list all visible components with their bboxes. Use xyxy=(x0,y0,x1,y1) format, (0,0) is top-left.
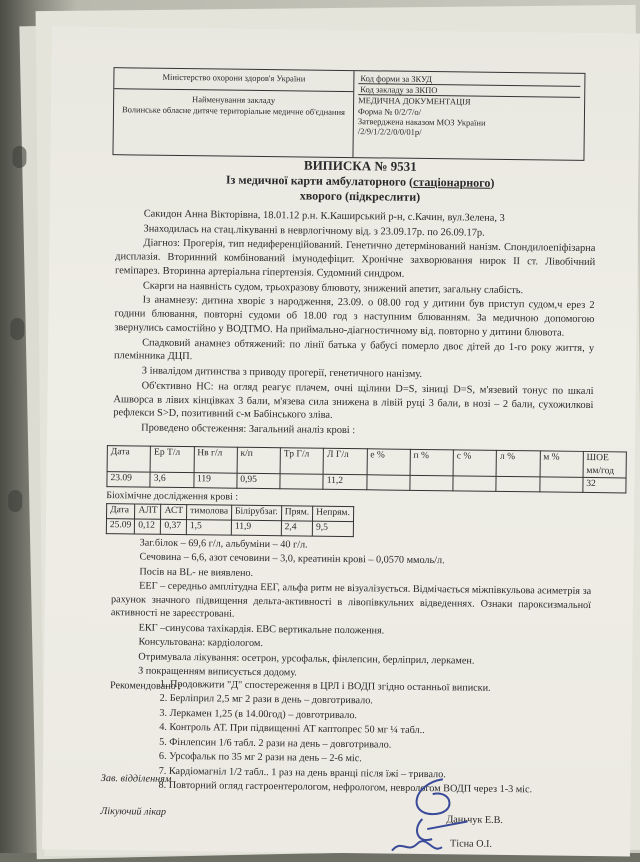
punch-holes xyxy=(6,146,42,662)
head-label: Зав. відділенням xyxy=(100,773,172,785)
punch-hole xyxy=(10,318,24,340)
discharge-body xyxy=(113,207,596,442)
form-header xyxy=(112,67,585,161)
form-code: Код форми за ЗКУД xyxy=(358,73,580,87)
complaints: Скарги на наявність судом, трьохразову блювоту, знижений апетит, загальну слабість. xyxy=(142,280,524,296)
biochem-label: Біохімічне дослідження крові : xyxy=(106,490,239,503)
document-page xyxy=(42,26,640,856)
header-left xyxy=(113,68,354,157)
table-cell: 0,37 xyxy=(161,519,187,534)
med-doc-label: МЕДИЧНА ДОКУМЕНТАЦІЯ xyxy=(358,95,471,107)
urea-line: Сечовина – 6,6, азот сечовини – 3,0, креатинін крові – 0,0570 ммоль/л. xyxy=(139,551,445,567)
table-header-cell: Дата xyxy=(107,446,151,473)
form-number: Форма № 0/2/7/о/ xyxy=(357,105,422,117)
table-cell xyxy=(453,476,496,492)
table-header-cell: Тр Г/л xyxy=(280,448,324,475)
treatment-line: Отримувала лікування: осетрон, урсофальк, фінлепсин, берліприл, леркамен. xyxy=(138,651,475,667)
bl-line: Посів на BL- не виявлено. xyxy=(139,566,254,579)
title-part: Із медичної карти амбулаторного ( xyxy=(225,172,414,190)
table-cell xyxy=(539,477,582,493)
consult-line: Консультована: кардіологом. xyxy=(138,636,263,650)
list-item: 2. Берліприл 2,5 мг 2 рази в день – довготривало. xyxy=(170,692,592,711)
table-cell xyxy=(410,475,453,491)
title-line-3: хворого (підкреслити) xyxy=(299,188,421,205)
list-item: 5. Фінлепсин 1/6 табл. 2 рази на день – довготривало. xyxy=(169,736,591,755)
discharge-line: З покращенням виписується додому. xyxy=(138,665,297,679)
table-cell: 25.09 xyxy=(106,519,135,534)
table-header-cell: к/п xyxy=(237,447,281,474)
table-cell: 23.09 xyxy=(107,472,150,488)
table-header-cell: с % xyxy=(453,450,497,477)
table-cell: 0,95 xyxy=(237,473,280,489)
table-row xyxy=(106,519,353,537)
punch-hole xyxy=(8,490,22,512)
title-part: ) xyxy=(490,176,495,191)
patient-line: Сакидон Анна Вікторівна, 18.01.12 р.н. К.Каширський р-н, с.Качин, вул.Зелена, 3 xyxy=(143,208,505,224)
exam-results xyxy=(110,536,592,699)
table-header-cell: Прям. xyxy=(281,506,313,521)
ecg-line: ЕКГ –синусова тахікардія. ЕВС вертикальне положення. xyxy=(138,622,385,637)
approved-label: Затверджена наказом МОЗ України xyxy=(357,115,486,128)
institution-label: Найменування закладу xyxy=(192,94,276,106)
cbc-table xyxy=(106,445,626,493)
table-cell: 2,4 xyxy=(281,521,313,536)
table-cell: 3,6 xyxy=(150,472,193,488)
stay-line: Знаходилась на стац.лікуванні в неврлогічному від. з 23.09.17р. по 26.09.17р. xyxy=(143,223,485,239)
table-cell xyxy=(280,474,323,490)
table-header-cell: е % xyxy=(367,449,411,476)
diagnosis: Діагноз: Прогерія, тип недиференційований. Генетично детермінований нанізм. Спондилоепіфізарна дисплазія. Вторинний комбінований імунодефіцит. Хронічне захворювання нирок ІІ ст. Лівобічний геміпарез. Вторинна артеріальна гіпертензія. Судомний синдром. xyxy=(114,238,596,280)
table-cell xyxy=(496,476,539,492)
list-item: 7. Кардіомагніл 1/2 табл.. 1 раз на день вранці після їжі – тривало. xyxy=(169,765,591,784)
table-header-cell: ШОЕ мм/год xyxy=(583,451,627,478)
doctor-name: Тісна О.І. xyxy=(449,838,493,850)
list-item: 1. Продовжити "Д" спостереження в ЦРЛ і ВОДП згідно останньої виписки. xyxy=(170,678,592,697)
protein-line: Заг.білок – 69,6 г/л, альбуміни – 40 г/л. xyxy=(139,537,308,551)
ministry-name: Міністерство охорони здоров'я України xyxy=(114,68,353,92)
list-item: 8. Повторний огляд гастроентерологом, нефрологом, неврологом ВОДП через 1-3 міс. xyxy=(169,779,591,798)
neuro-status: Об'єктивно НС: на огляд реагує плачем, очні щілини D=S, зіниці D=S, м'язевий тонус по шкалі Ашворса в лівих кінцівках 3 бали, м'язева сила знижена в лівій руці 3 бали, в нозі – 2 бали, сухожилкові рефлекси S>D, позитивний с-м Бабінського зліва. xyxy=(113,380,594,422)
doctor-label: Лікуючий лікар xyxy=(100,806,167,818)
table-cell: 9,5 xyxy=(312,521,353,536)
title-line-1: ВИПИСКА № 9531 xyxy=(303,157,417,174)
table-header-cell: м % xyxy=(540,451,584,478)
disability: З інвалідом дитинства з приводу прогерії, генетичного нанізму. xyxy=(141,365,423,381)
table-header-cell: л % xyxy=(496,450,540,477)
table-header-cell: Нв г/л xyxy=(194,447,238,474)
table-header-cell: Дата xyxy=(107,504,136,519)
list-item: 3. Леркамен 1,25 (в 14.00год) – довготривало. xyxy=(170,707,592,726)
list-item: 4. Контроль АТ. При підвищенні АТ каптопрес 50 мг ¼ табл.. xyxy=(169,721,591,740)
table-cell: 1,5 xyxy=(186,520,231,536)
table-header-cell: Білірубзаг. xyxy=(231,505,281,521)
table-header-cell: Л Г/л xyxy=(323,448,367,475)
exams-label: Проведено обстеження: Загальний аналіз крові : xyxy=(141,422,356,437)
recommendations xyxy=(151,678,592,799)
table-cell xyxy=(366,475,409,491)
recommended-label: Рекомендовано : xyxy=(109,679,182,692)
table-header-cell: Ер Т/л xyxy=(150,446,194,473)
table-header-cell: АЛТ xyxy=(135,504,161,519)
table-header-cell: тимолова xyxy=(187,505,232,521)
table-cell: 32 xyxy=(583,477,626,493)
approved-number: /2/9/1/2/2/0/0/01р/ xyxy=(357,126,422,137)
handwritten-signature xyxy=(372,758,493,859)
title-underlined: стаціонарного xyxy=(413,175,491,191)
table-header-cell: АСТ xyxy=(161,504,187,519)
header-right xyxy=(353,71,584,160)
table-cell: 11,2 xyxy=(323,474,366,490)
heredity: Спадковий анамнез обтяжений: по лінії батька у бабусі померло двоє дітей до 1-го року життя, у племінника ДЦП. xyxy=(113,337,595,363)
recommendation-list xyxy=(151,678,592,798)
table-cell: 0,12 xyxy=(135,519,161,534)
institution-code: Код закладу за ЗКПО xyxy=(358,84,580,98)
biochem-table xyxy=(106,503,354,537)
table-cell: 119 xyxy=(193,473,236,489)
eeg-line: ЕЕГ – середньо амплітудна ЕЕГ, альфа ритм не візуалізується. Відмічається міжпівкульова асиметрія за рахунок значного підвищення дельта-активності в лівопівкульних відведеннях. Ознаки пароксизмальної активності не зареєстровані. xyxy=(110,580,592,620)
anamnesis: Із анамнезу: дитина хворіє з народження, 23.09. о 08.00 год у дитини був приступ судом,ч ерез 2 години блювання, повторні судоми об 18.00 год з наступним блюванням. За медичною допомогою звернулись самостійно у ВОДТМО. На приймально-діагностичному від. повторно у дитини блювота. xyxy=(114,294,595,339)
table-cell: 11,9 xyxy=(231,520,281,536)
document-title xyxy=(210,156,511,206)
table-header-cell: п % xyxy=(410,449,454,476)
table-header-cell: Непрям. xyxy=(313,506,354,521)
punch-hole xyxy=(12,146,26,168)
head-name: Даньчук Е.В. xyxy=(446,814,504,826)
institution-name: Волинське обласне дитяче територіальне медичне об'єднання xyxy=(121,104,346,118)
list-item: 6. Урсофальк по 35 мг 2 рази на день – 2-6 міс. xyxy=(169,750,591,769)
